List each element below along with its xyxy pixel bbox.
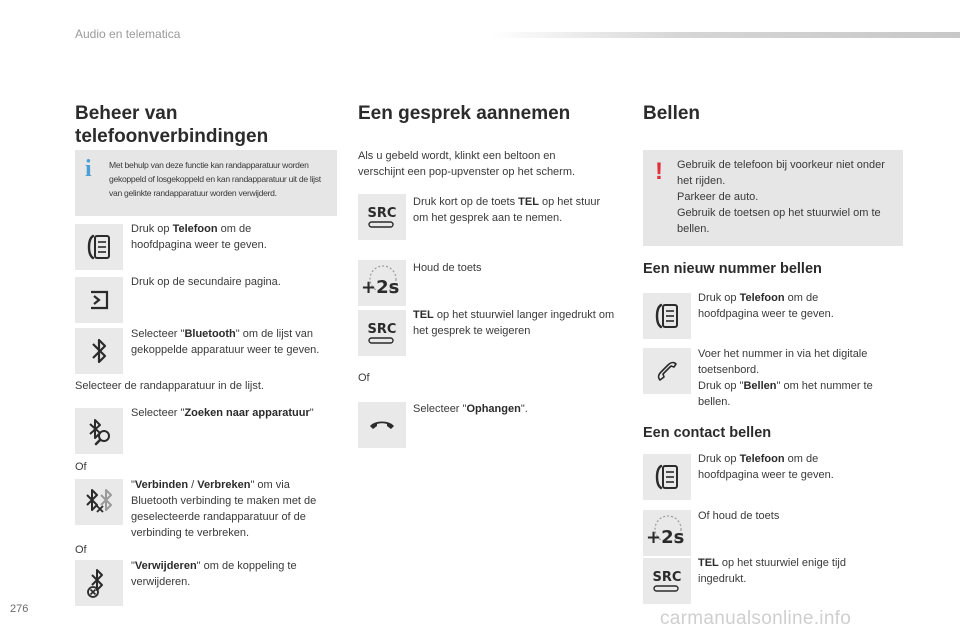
- hold-2s-icon: +2s: [359, 263, 405, 303]
- col3-s1-step1: Druk op Telefoon om de hoofdpagina weer te geven.: [698, 292, 834, 320]
- hold-2s-icon: +2s: [644, 513, 690, 553]
- section-title-connections: Beheer van telefoonverbindingen: [75, 103, 269, 147]
- header-title: Audio en telematica: [75, 27, 181, 41]
- handset-icon: [368, 221, 394, 229]
- phone-menu-icon: [652, 462, 682, 492]
- bluetooth-delete-icon: [84, 567, 114, 599]
- src-button-icon-box-1: [358, 194, 406, 240]
- delete-icon-box: [75, 560, 123, 606]
- hang-up-icon: [367, 417, 397, 433]
- bluetooth-search-icon: [84, 416, 114, 446]
- col2-step3: TEL op het stuurwiel langer ingedrukt om het gesprek te weigeren: [413, 309, 615, 337]
- col2-step1: Druk kort op de toets TEL op het stuur om het gesprek aan te nemen.: [413, 196, 601, 224]
- col1-step6: "Verbinden / Verbreken" om via Bluetooth verbinding te maken met de geselecteerde randapparatuur of de verbinding te verbreken.: [131, 479, 317, 539]
- src-button-icon-box-3: [643, 558, 691, 604]
- phone-menu-icon: [84, 232, 114, 262]
- header-rule: [490, 32, 960, 38]
- handset-dial-icon: [652, 356, 682, 386]
- src-button-icon: SRC: [368, 206, 397, 229]
- hold-icon-box-2: [643, 510, 691, 556]
- bluetooth-connect-icon: [82, 486, 116, 518]
- col1-step2: Druk op de secundaire pagina.: [131, 276, 281, 288]
- col1-step1: Druk op Telefoon om de hoofdpagina weer te geven.: [131, 223, 267, 251]
- col2-intro: Als u gebeld wordt, klinkt een beltoon en verschijnt een pop-upvenster op het scherm.: [358, 150, 576, 178]
- phone-menu-icon-box-3: [643, 454, 691, 500]
- col3-s1-step2: Voer het nummer in via het digitale toetsenbord. Druk op "Bellen" om het nummer te bellen.: [698, 348, 873, 408]
- col1-step5: Selecteer "Zoeken naar apparatuur": [131, 407, 314, 419]
- warning-box: [643, 150, 903, 246]
- phone-menu-icon-box: [75, 224, 123, 270]
- watermark: carmanualsonline.info: [660, 608, 852, 629]
- col2-step4: Selecteer "Ophangen".: [413, 403, 528, 415]
- subsection-new-number: Een nieuw nummer bellen: [643, 261, 822, 277]
- col1-or-2: Of: [75, 544, 87, 556]
- page-number: 276: [10, 603, 29, 615]
- bluetooth-icon: [87, 336, 111, 366]
- handset-icon: [653, 585, 679, 593]
- src-button-icon: SRC: [653, 570, 682, 593]
- phone-menu-icon: [652, 301, 682, 331]
- info-note-text: Met behulp van deze functie kan randapparatuur worden gekoppeld of losgekoppeld en kan randapparatuur uit de lijst van gelinkte randapparatuur worden verwijderd.: [109, 160, 321, 198]
- dial-icon-box: [643, 348, 691, 394]
- col1-step3: Selecteer "Bluetooth" om de lijst van gekoppelde apparatuur weer te geven.: [131, 328, 320, 356]
- src-button-icon: SRC: [368, 322, 397, 345]
- secondary-page-icon-box: [75, 277, 123, 323]
- col3-s2-step3: TEL op het stuurwiel enige tijd ingedrukt.: [698, 557, 846, 585]
- search-device-icon-box: [75, 408, 123, 454]
- section-title-answer-call: Een gesprek aannemen: [358, 103, 571, 124]
- bluetooth-icon-box: [75, 328, 123, 374]
- src-button-icon-box-2: [358, 310, 406, 356]
- info-note-box: [75, 150, 337, 216]
- col1-step7: "Verwijderen" om de koppeling te verwijderen.: [131, 560, 297, 588]
- hold-icon-box-1: [358, 260, 406, 306]
- warning-text: Gebruik de telefoon bij voorkeur niet onder het rijden. Parkeer de auto. Gebruik de toetsen op het stuurwiel om te bellen.: [677, 159, 885, 235]
- info-icon: i: [85, 156, 92, 182]
- col3-s2-step1: Druk op Telefoon om de hoofdpagina weer te geven.: [698, 453, 834, 481]
- connect-icon-box: [75, 479, 123, 525]
- phone-menu-icon-box-2: [643, 293, 691, 339]
- handset-icon: [368, 337, 394, 345]
- col2-or: Of: [358, 372, 370, 384]
- section-title-calling: Bellen: [643, 103, 701, 124]
- col2-step2: Houd de toets: [413, 262, 482, 274]
- secondary-page-icon: [85, 286, 113, 314]
- col1-step4: Selecteer de randapparatuur in de lijst.: [75, 380, 264, 392]
- hangup-icon-box: [358, 402, 406, 448]
- col1-or-1: Of: [75, 461, 87, 473]
- col3-s2-step2: Of houd de toets: [698, 510, 780, 522]
- subsection-contact: Een contact bellen: [643, 425, 772, 441]
- warning-icon: !: [655, 158, 663, 185]
